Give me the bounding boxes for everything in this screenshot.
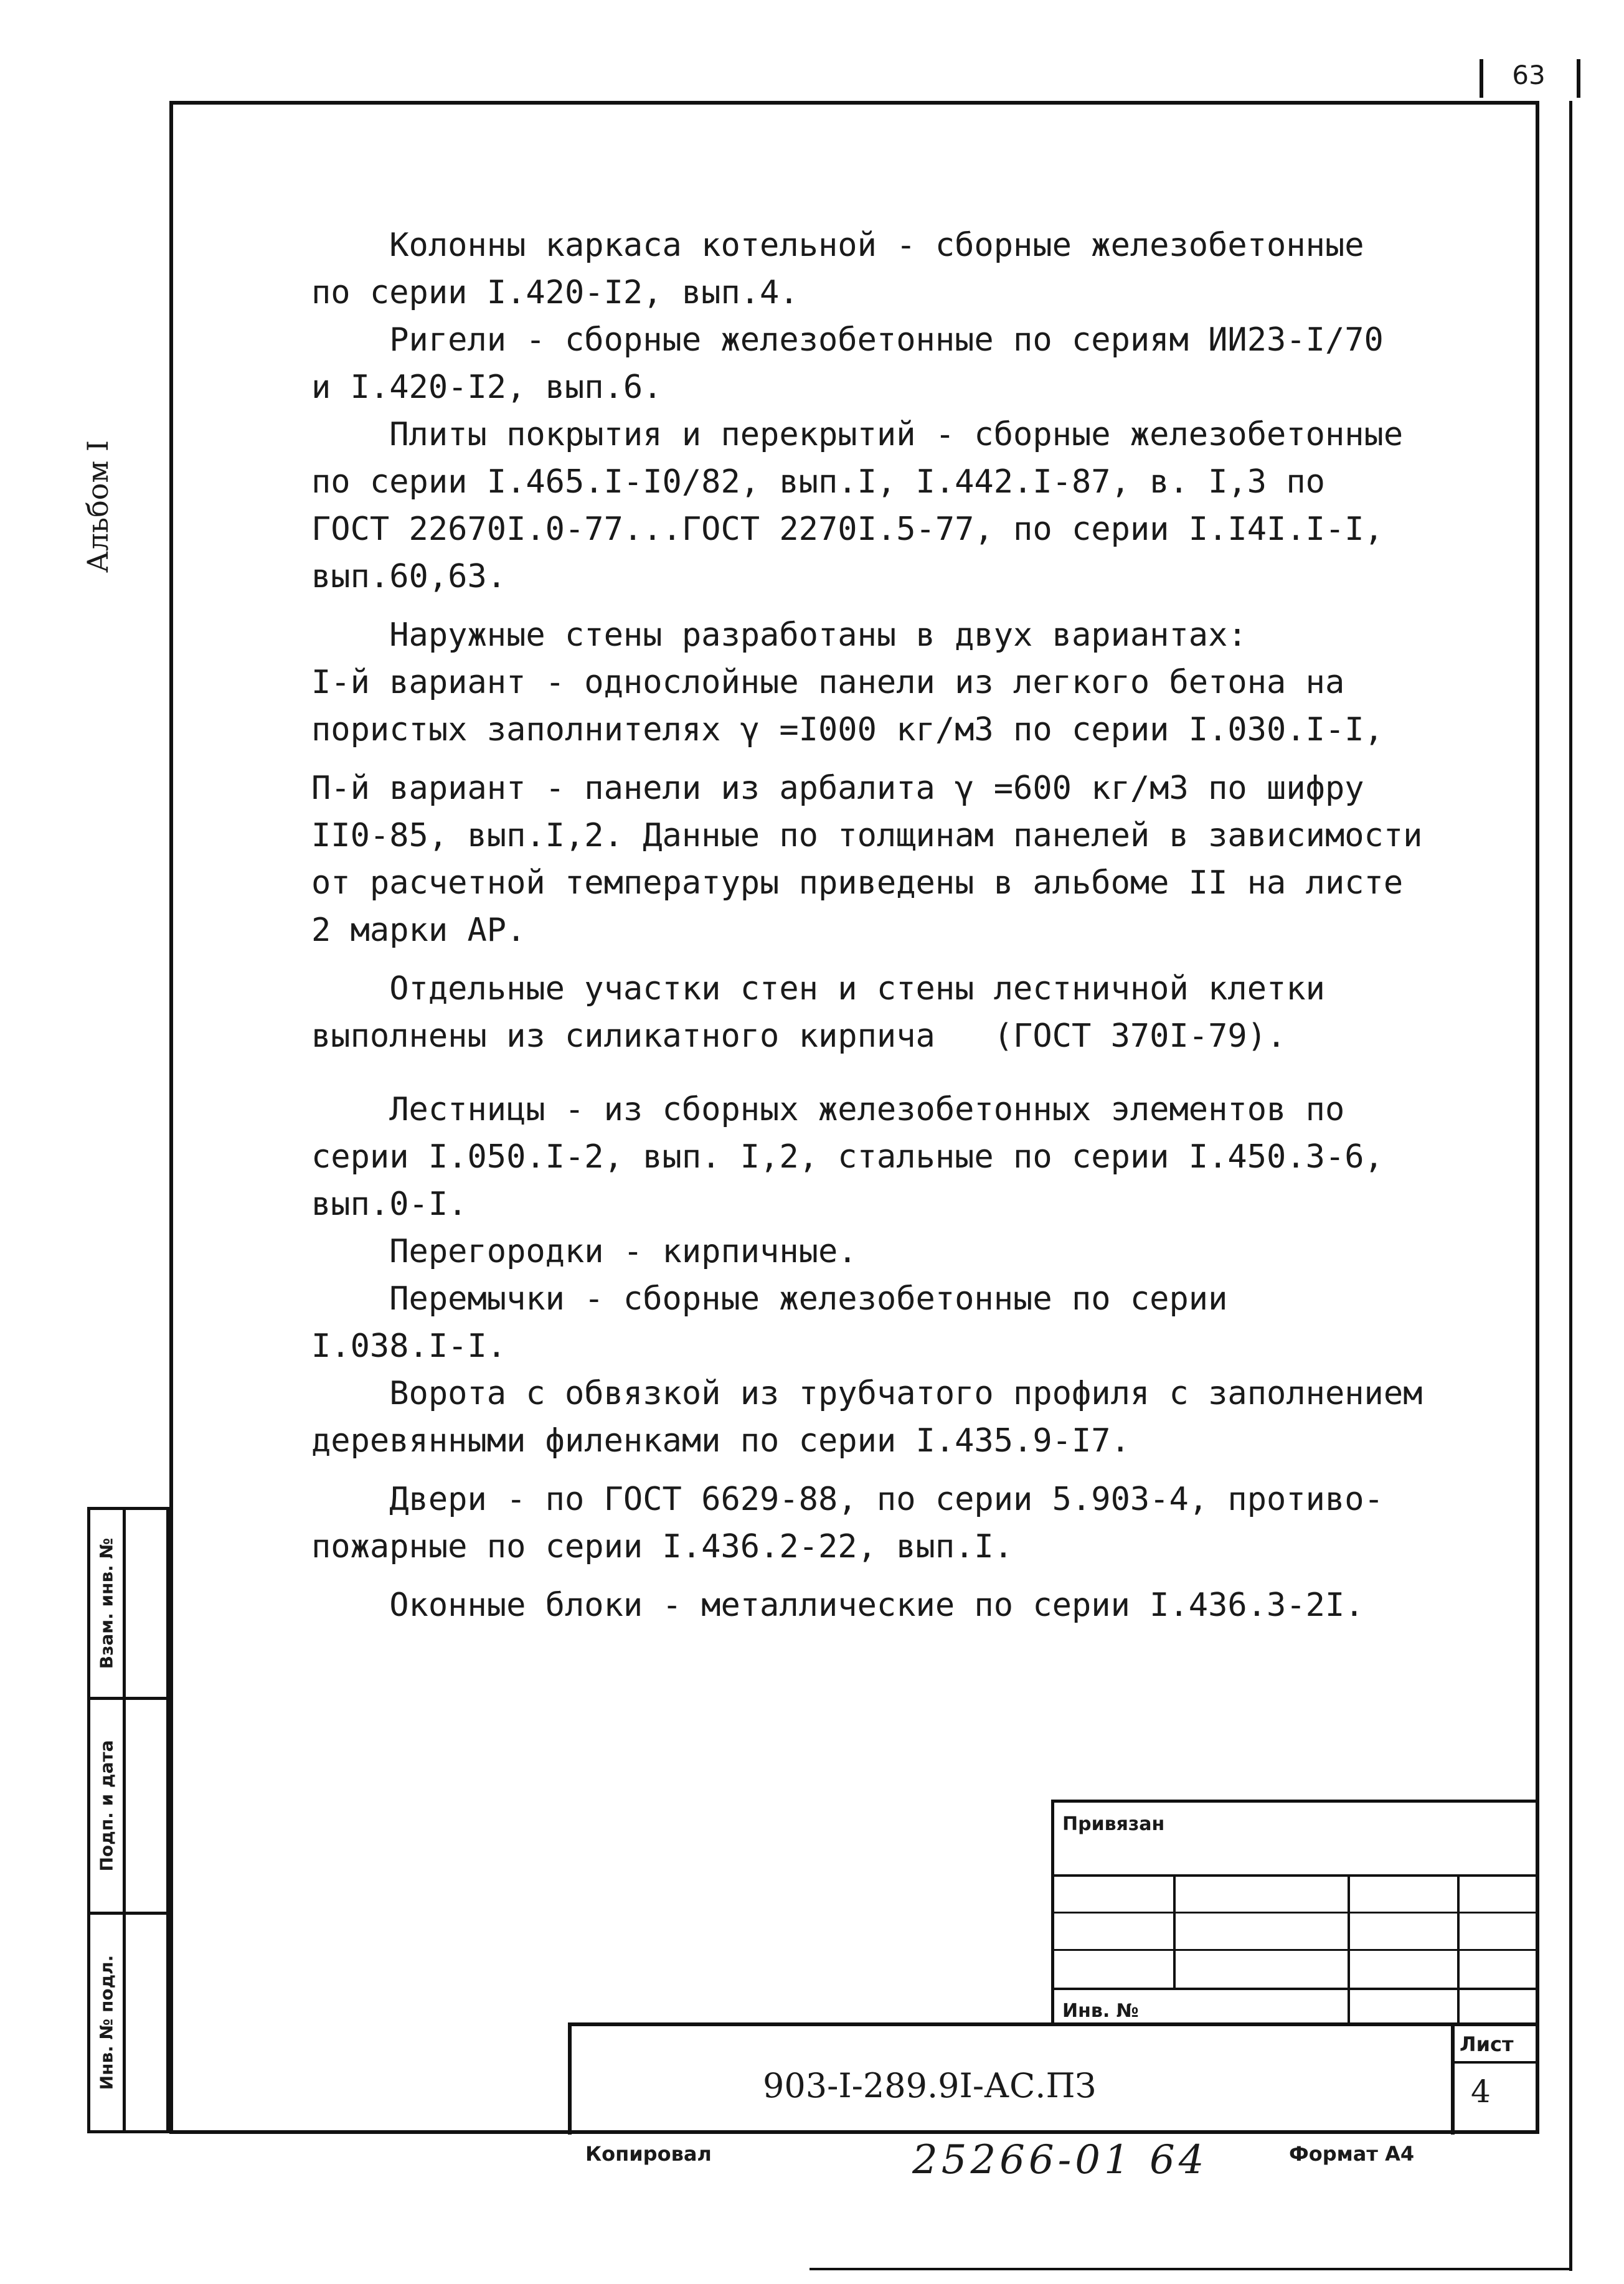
stamp-label-vzam: Взам. инв. № [96,1537,117,1669]
text-line: Двери - по ГОСТ 6629-88, по серии 5.903-4, противо- [311,1481,1384,1518]
text-line: Перегородки - кирпичные. [311,1233,857,1270]
album-label: Альбом I [81,440,115,573]
text-line: деревянными филенками по серии I.435.9-I7. [311,1422,1130,1460]
text-line: Перемычки - сборные железобетонные по серии [311,1280,1228,1318]
text-line: Оконные блоки - металлические по серии I.436.3-2I. [311,1587,1364,1624]
text-line: I-й вариант - однослойные панели из легкого бетона на [311,664,1345,701]
text-line: по серии I.420-I2, вып.4. [311,274,799,311]
text-line: П-й вариант - панели из арбалита γ =600 кг/м3 по шифру [311,770,1364,807]
text-line: ГОСТ 22670I.0-77...ГОСТ 2270I.5-77, по серии I.I4I.I-I, [311,511,1384,548]
text-line: и I.420-I2, вып.6. [311,369,663,406]
text-line: пористых заполнителях γ =I000 кг/м3 по серии I.030.I-I, [311,711,1384,748]
binding-table-col [1457,1874,1460,2024]
binding-table-rule [1051,1988,1539,1990]
outer-frame-right [1569,101,1572,2271]
binding-table-col [1173,1874,1176,1990]
binding-table-rule [1051,1949,1539,1951]
document-code: 903-I-289.9I-АС.ПЗ [763,2066,1097,2105]
stamp-value-inv [126,1912,169,2133]
document-body [311,222,1494,1629]
text-line: от расчетной температуры приведены в альбоме II на листе [311,864,1404,902]
handwritten-number: 25266-01 64 [912,2137,1208,2183]
format-label: Формат А4 [1289,2142,1415,2166]
binding-table-col [1348,1874,1350,2024]
text-line: II0-85, вып.I,2. Данные по толщинам панелей в зависимости [311,817,1423,854]
stamp-label-inv: Инв. № подл. [96,1955,117,2090]
main-stamp-divider [1451,2022,1455,2135]
text-line: серии I.050.I-2, вып. I,2, стальные по серии I.450.3-6, [311,1138,1384,1176]
inventory-label: Инв. № [1062,2000,1139,2022]
binding-label: Привязан [1062,1813,1165,1835]
text-line: Лестницы - из сборных железобетонных элементов по [311,1091,1345,1128]
text-line: вып.60,63. [311,558,507,595]
text-line: выполнены из силикатного кирпича (ГОСТ 370I-79). [311,1017,1286,1055]
stamp-column [87,1507,169,2133]
copied-by-label: Копировал [585,2142,712,2166]
sheet-label: Лист [1460,2032,1514,2056]
text-line: Ворота с обвязкой из трубчатого профиля с заполнением [311,1375,1423,1412]
text-line: Отдельные участки стен и стены лестничной клетки [311,970,1325,1008]
stamp-cell-podp [87,1697,126,1915]
text-line: пожарные по серии I.436.2-22, вып.I. [311,1528,1014,1565]
stamp-cell-inv [87,1912,126,2133]
outer-frame-bottom [810,2268,1572,2270]
text-line: Наружные стены разработаны в двух вариантах: [311,616,1247,654]
text-line: Ригели - сборные железобетонные по сериям ИИ23-I/70 [311,321,1384,359]
binding-table-rule [1051,1874,1539,1877]
stamp-value-vzam [126,1507,169,1700]
stamp-cell-vzam [87,1507,126,1700]
sheet-number: 4 [1471,2074,1491,2110]
stamp-label-podp: Подп. и дата [96,1740,117,1872]
binding-table-rule [1051,1912,1539,1914]
text-line: I.038.I-I. [311,1328,507,1365]
text-line: по серии I.465.I-I0/82, вып.I, I.442.I-87, в. I,3 по [311,463,1325,501]
text-line: Плиты покрытия и перекрытий - сборные железобетонные [311,416,1404,453]
text-line: Колонны каркаса котельной - сборные железобетонные [311,227,1364,264]
stamp-value-podp [126,1697,169,1915]
text-line: 2 марки АР. [311,912,526,949]
page-number: 63 [1512,60,1546,90]
text-line: вып.0-I. [311,1186,468,1223]
sheet-cell-rule [1451,2061,1539,2064]
